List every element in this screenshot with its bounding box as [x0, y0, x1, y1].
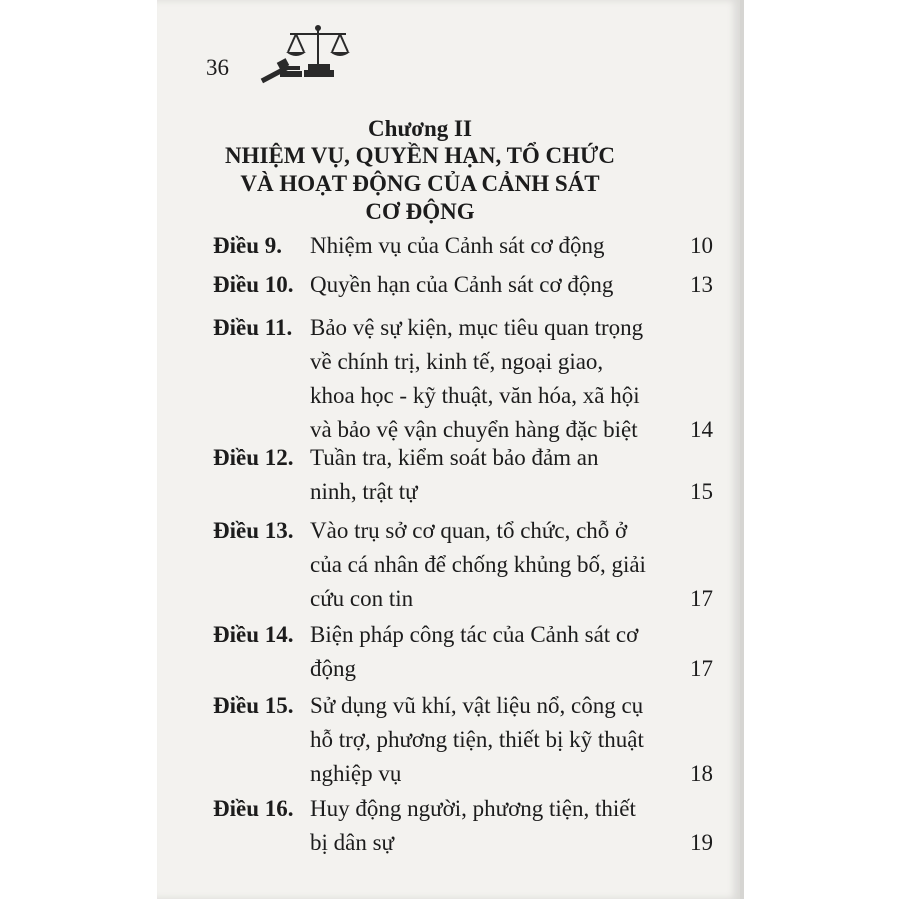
page-number: 36: [206, 55, 229, 80]
entry-title-line: hỗ trợ, phương tiện, thiết bị kỹ thuật: [310, 727, 644, 752]
toc-entry: [213, 268, 713, 302]
entry-number: Điều 12.: [213, 445, 294, 470]
entry-page: 18: [690, 761, 713, 786]
toc-entry: [213, 689, 713, 791]
entry-number: Điều 10.: [213, 272, 294, 297]
entry-title-line: bị dân sự: [310, 830, 395, 855]
scales-of-justice-gavel-icon: [260, 22, 354, 84]
entry-number: Điều 11.: [213, 315, 293, 340]
toc-entry: [213, 514, 713, 616]
entry-title-line: khoa học - kỹ thuật, văn hóa, xã hội: [310, 383, 640, 408]
entry-number: Điều 16.: [213, 796, 294, 821]
entry-title-line: Tuần tra, kiểm soát bảo đảm an: [310, 445, 599, 470]
entry-page: 15: [690, 479, 713, 504]
entry-page: 17: [690, 656, 713, 681]
entry-title-line: và bảo vệ vận chuyển hàng đặc biệt: [310, 417, 638, 442]
entry-title-line: Sử dụng vũ khí, vật liệu nổ, công cụ: [310, 693, 644, 718]
entry-number: Điều 15.: [213, 693, 294, 718]
entry-title-line: Quyền hạn của Cảnh sát cơ động: [310, 272, 614, 297]
toc-entry: [213, 792, 713, 860]
entry-title: [310, 229, 662, 263]
entry-page: 14: [690, 417, 713, 442]
entry-number: Điều 9.: [213, 233, 282, 258]
entry-title-line: Vào trụ sở cơ quan, tổ chức, chỗ ở: [310, 518, 628, 543]
entry-title: [310, 441, 662, 509]
chapter-title-line: CƠ ĐỘNG: [365, 199, 475, 224]
entry-number: Điều 14.: [213, 622, 294, 647]
entry-title: [310, 689, 662, 791]
entry-title-line: Nhiệm vụ của Cảnh sát cơ động: [310, 233, 605, 258]
entry-title: [310, 792, 662, 860]
toc-entry: [213, 618, 713, 686]
entry-title-line: về chính trị, kinh tế, ngoại giao,: [310, 349, 604, 374]
entry-page: 19: [690, 830, 713, 855]
entry-title: [310, 514, 662, 616]
entry-title: [310, 618, 662, 686]
entry-page: 10: [690, 233, 713, 258]
entry-title-line: ninh, trật tự: [310, 479, 418, 504]
chapter-title: [215, 142, 625, 226]
entry-title-line: động: [310, 656, 356, 681]
toc-entry: [213, 229, 713, 263]
entry-title-line: Biện pháp công tác của Cảnh sát cơ: [310, 622, 639, 647]
entry-title-line: Bảo vệ sự kiện, mục tiêu quan trọng: [310, 315, 644, 340]
entry-title-line: của cá nhân để chống khủng bố, giải: [310, 552, 646, 577]
entry-title-line: cứu con tin: [310, 586, 414, 611]
entry-number: Điều 13.: [213, 518, 294, 543]
page-edge: [740, 0, 744, 899]
toc-entry: [213, 441, 713, 509]
entry-title-line: Huy động người, phương tiện, thiết: [310, 796, 636, 821]
entry-title: [310, 268, 662, 302]
entry-title: [310, 311, 662, 447]
chapter-label: Chương II: [368, 116, 472, 141]
chapter-title-line: VÀ HOẠT ĐỘNG CỦA CẢNH SÁT: [240, 171, 600, 196]
entry-page: 17: [690, 586, 713, 611]
chapter-title-line: NHIỆM VỤ, QUYỀN HẠN, TỔ CHỨC: [225, 143, 615, 168]
toc-entry: [213, 311, 713, 447]
entry-page: 13: [690, 272, 713, 297]
entry-title-line: nghiệp vụ: [310, 761, 402, 786]
